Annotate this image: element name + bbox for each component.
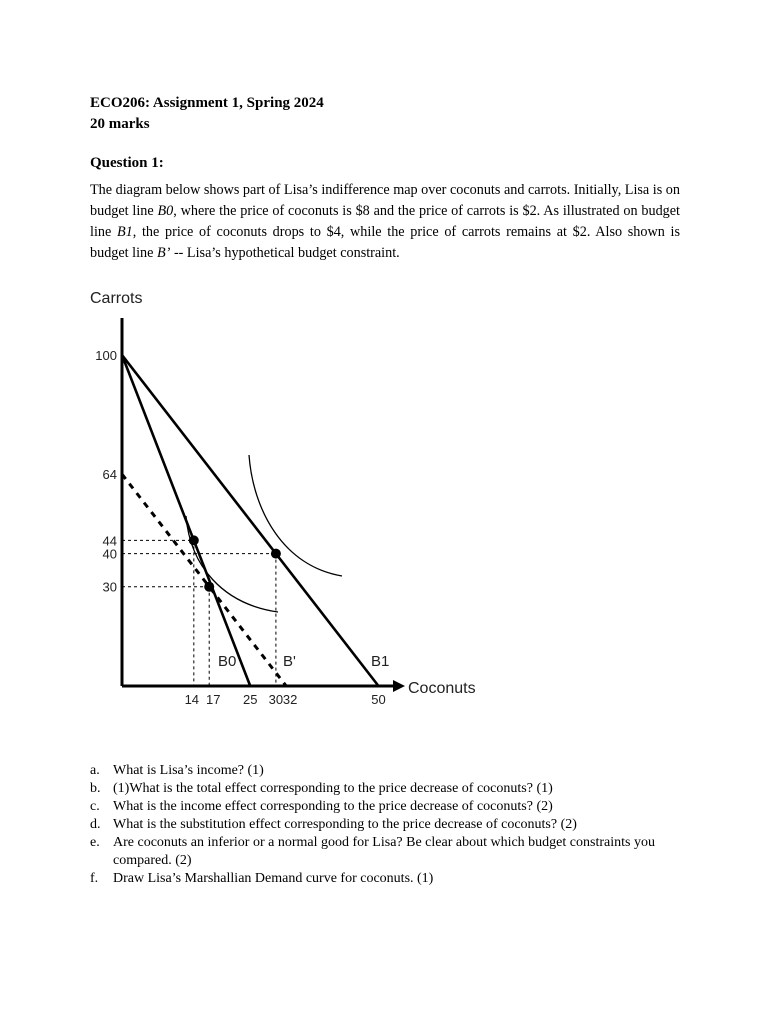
y-tick-100: 100	[95, 348, 117, 363]
x-tick-labels	[185, 692, 386, 707]
marks-total: 20 marks	[90, 116, 150, 132]
item-text: Are coconuts an inferior or a normal good for Lisa? Be clear about which budget constraints you compared. (2)	[113, 835, 655, 868]
budget-lines	[122, 355, 379, 686]
question-title: Question 1:	[90, 155, 164, 171]
budget-line-b1	[122, 355, 379, 686]
y-axis-title: Carrots	[90, 290, 143, 307]
budget-line-bprime	[122, 474, 286, 686]
x-axis-title: Coconuts	[408, 680, 476, 697]
question-item-f	[90, 870, 690, 888]
label-b1: B1	[371, 653, 390, 670]
y-tick-30: 30	[102, 579, 117, 595]
guide-lines	[122, 540, 276, 686]
y-tick-64: 64	[102, 467, 117, 483]
x-tick-17: 17	[205, 692, 221, 707]
x-tick-25: 25	[243, 692, 258, 707]
item-letter: c.	[90, 799, 100, 814]
budget-line-b0	[122, 355, 250, 686]
x-tick-14: 14	[184, 692, 200, 707]
item-letter: f.	[90, 871, 99, 886]
question-item-e	[90, 834, 690, 870]
bundle-bprime-point	[189, 535, 199, 545]
question-item-d	[90, 816, 690, 834]
document-header	[90, 93, 324, 135]
item-text: What is the substitution effect corresponding to the price decrease of coconuts? (2)	[113, 817, 577, 832]
item-text: (1)What is the total effect corresponding to the price decrease of coconuts? (1)	[113, 781, 553, 796]
question-item-c	[90, 798, 690, 816]
question-list	[90, 762, 690, 888]
indifference-curve-low	[186, 516, 278, 612]
item-text: Draw Lisa’s Marshallian Demand curve for coconuts. (1)	[113, 871, 434, 886]
question-item-a	[90, 762, 690, 780]
x-tick-32: 32	[282, 692, 298, 707]
intro-b0: B0	[157, 203, 174, 219]
label-b0: B0	[218, 653, 237, 670]
bundle-b1-point	[271, 549, 281, 559]
intro-part-4: -- Lisa’s hypothetical budget constraint.	[170, 245, 400, 261]
x-axis-arrowhead	[393, 680, 405, 692]
y-tick-44: 44	[102, 533, 117, 549]
x-tick-30: 30	[268, 692, 284, 707]
x-tick-50: 50	[371, 692, 386, 707]
y-tick-labels	[95, 348, 117, 595]
indifference-curve-high	[249, 455, 342, 576]
bundle-b0-point	[204, 582, 214, 592]
intro-b1: B1	[116, 224, 133, 240]
course-title: ECO206: Assignment 1, Spring 2024	[90, 95, 324, 111]
item-letter: b.	[90, 781, 101, 796]
question-intro	[90, 180, 680, 264]
intro-part-3: , the price of coconuts drops to $4, while the price of carrots remains at $2. Also shown is budget line	[90, 224, 680, 261]
question-item-b	[90, 780, 690, 798]
label-bprime: B'	[283, 653, 296, 670]
intro-part-2: , where the price of coconuts is $8 and the price of carrots is $2. As illustrated on budget line	[90, 203, 680, 240]
item-text: What is Lisa’s income? (1)	[113, 763, 264, 778]
item-letter: d.	[90, 817, 101, 832]
intro-part-1: The diagram below shows part of Lisa’s indifference map over coconuts and carrots. Initially, Lisa is on budget line	[90, 182, 680, 219]
item-letter: a.	[90, 763, 100, 778]
intro-bprime: B’	[156, 245, 171, 261]
indifference-diagram	[80, 280, 500, 720]
item-letter: e.	[90, 835, 100, 850]
y-tick-40: 40	[102, 546, 117, 562]
item-text: What is the income effect corresponding to the price decrease of coconuts? (2)	[113, 799, 553, 814]
